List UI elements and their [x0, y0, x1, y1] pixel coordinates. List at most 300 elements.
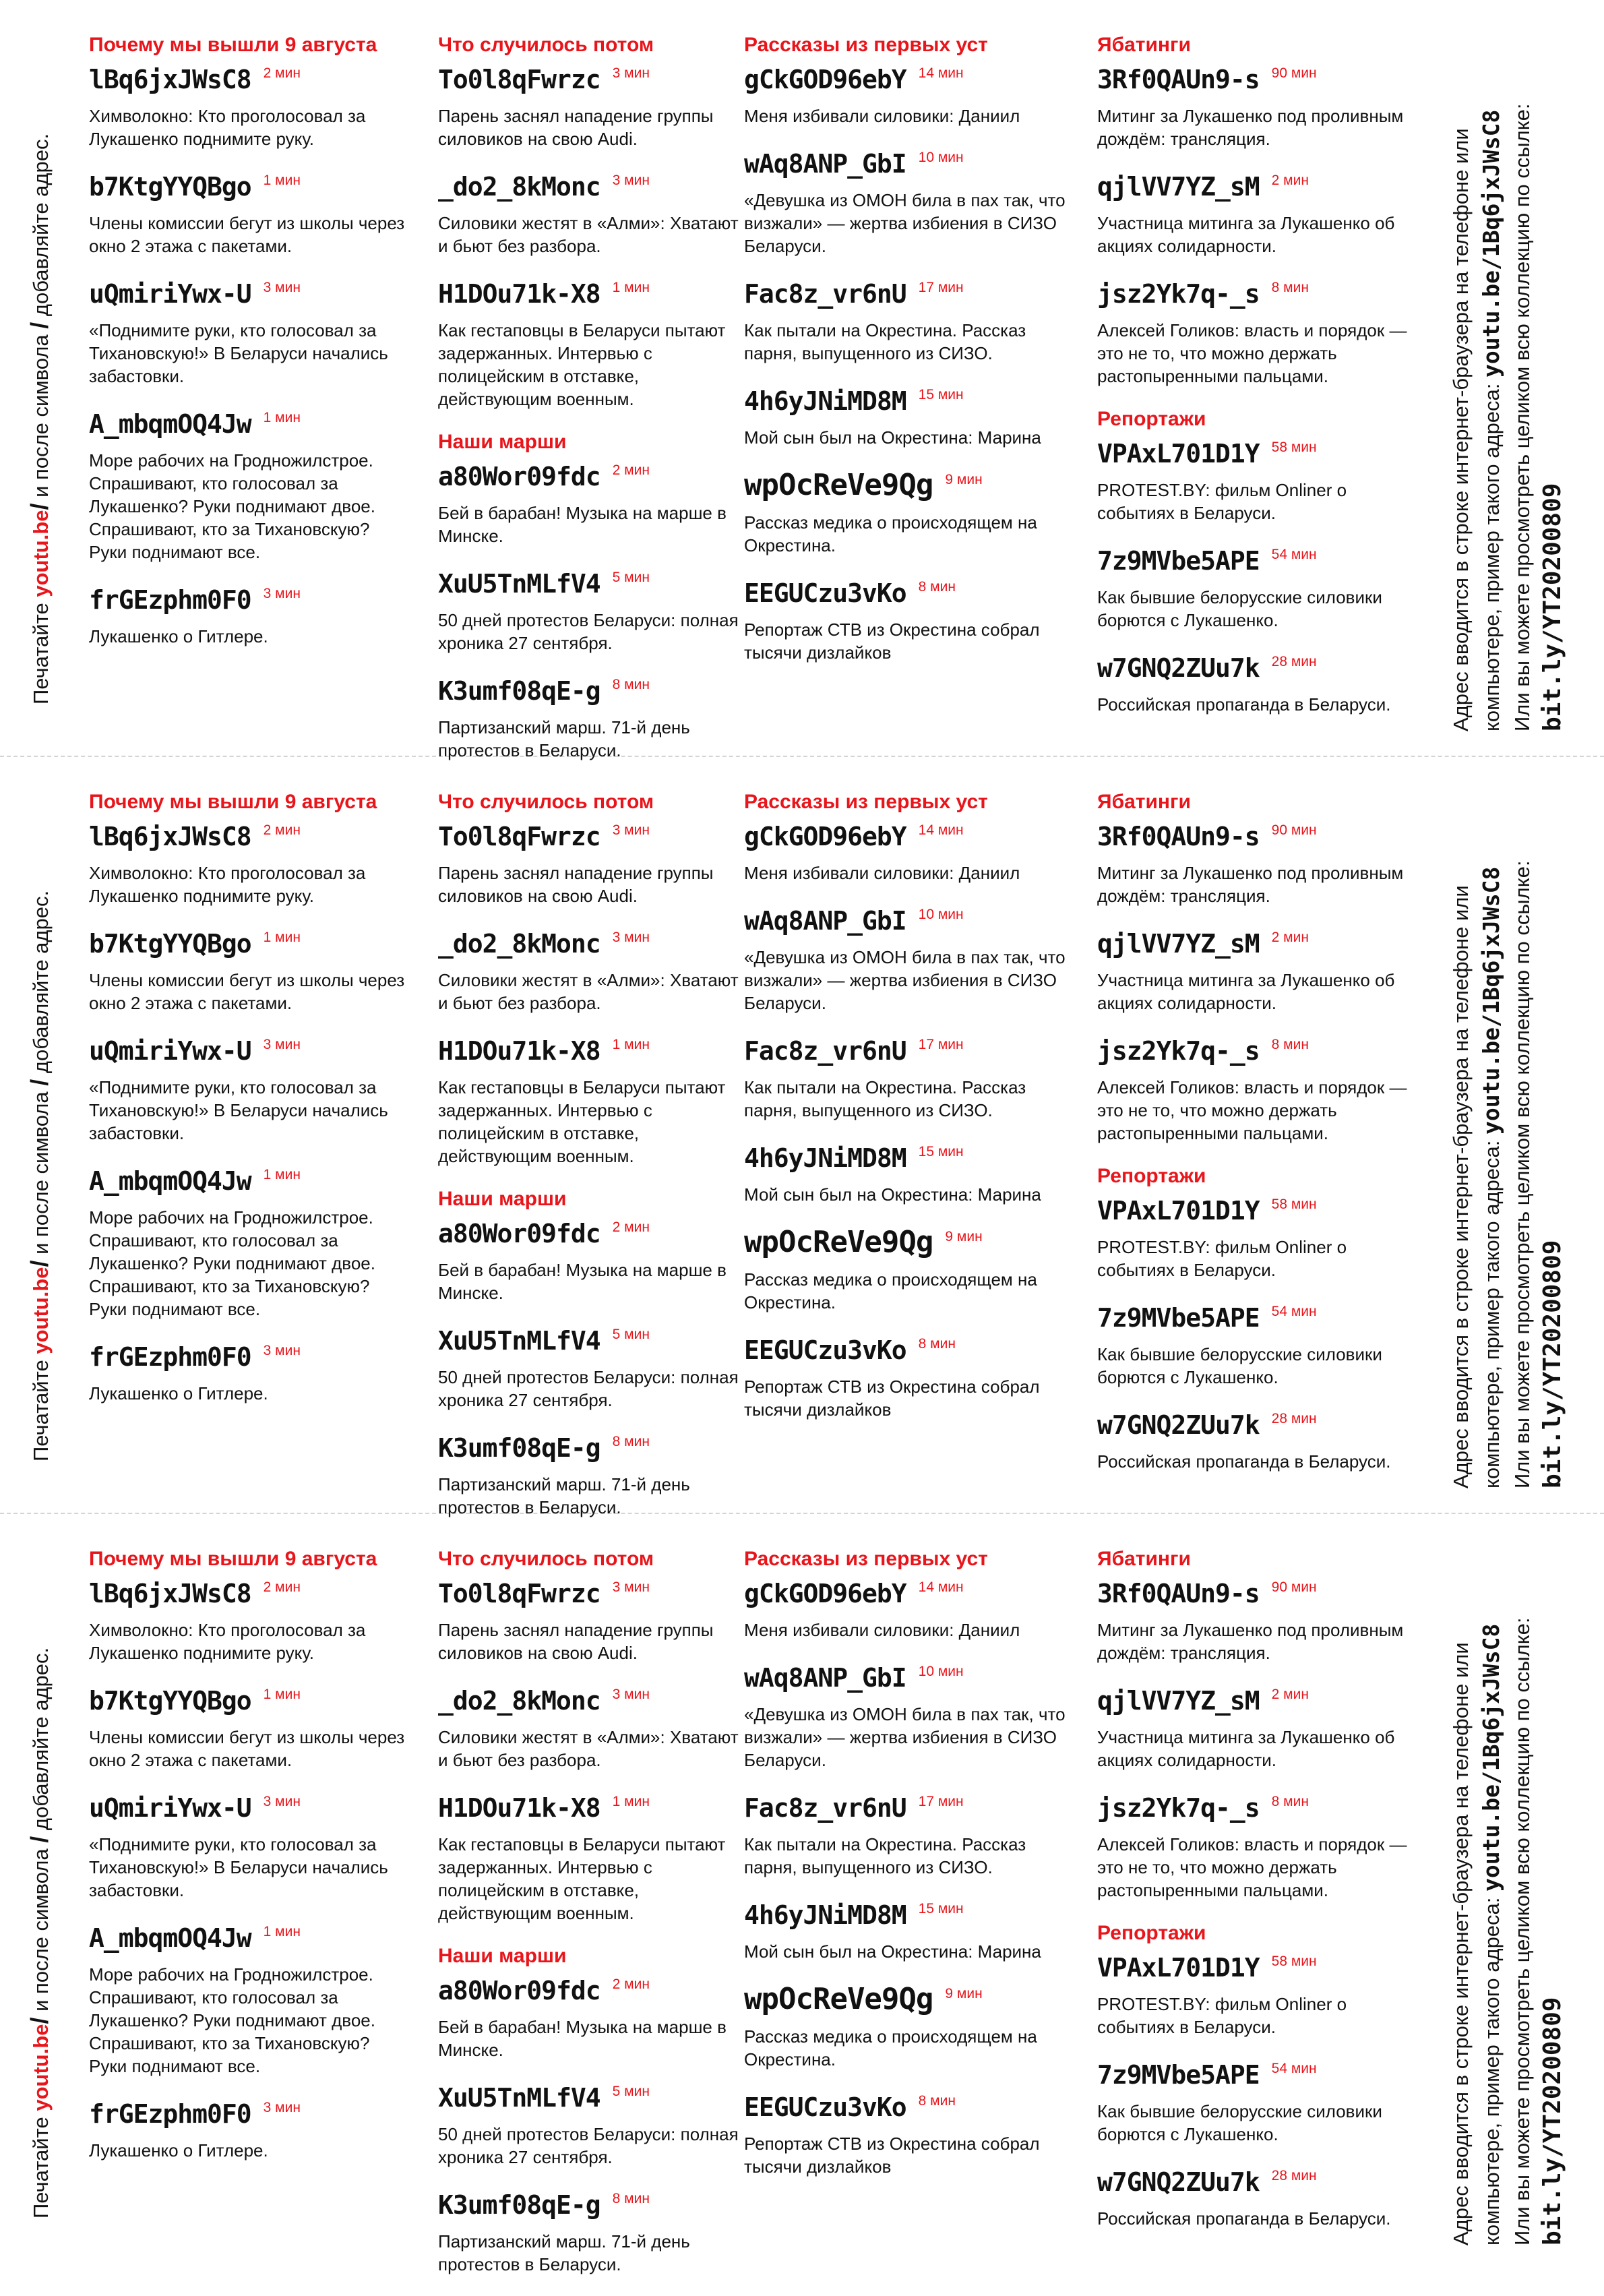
video-code: _do2_8kMonc	[438, 172, 600, 202]
video-code: 4h6yJNiMD8M	[744, 1143, 906, 1173]
video-code: b7KtgYYQBgo	[89, 929, 251, 959]
section-title: Что случилось потом	[438, 1548, 654, 1570]
video-item	[744, 1792, 1074, 1879]
video-code: Fac8z_vr6nU	[744, 1793, 906, 1823]
section-title: Репортажи	[1097, 1922, 1206, 1944]
video-item	[89, 171, 406, 258]
video-code: EEGUCzu3vKo	[744, 2092, 906, 2122]
video-item	[89, 278, 406, 388]
video-duration: 8 мин	[918, 2093, 956, 2109]
video-column	[89, 1548, 406, 2182]
video-item	[438, 1974, 741, 2061]
video-item	[438, 1685, 741, 1772]
video-description: Парень заснял нападение группы силовиков на свою Audi.	[438, 1620, 714, 1663]
section-title: Рассказы из первых уст	[744, 34, 988, 56]
video-duration: 1 мин	[263, 1687, 301, 1702]
video-item	[89, 1577, 406, 1664]
video-item	[1097, 63, 1414, 150]
video-code: wAq8ANP_GbI	[744, 149, 906, 179]
video-description: Члены комиссии бегут из школы через окно 2 этажа с пакетами.	[89, 970, 405, 1013]
video-row	[1097, 1685, 1414, 1723]
video-description: Как пытали на Окрестина. Рассказ парня, выпущенного из СИЗО.	[744, 1834, 1026, 1877]
video-row	[438, 568, 741, 606]
instruction-note	[26, 787, 54, 1461]
section-title: Рассказы из первых уст	[744, 791, 988, 813]
video-duration: 3 мин	[612, 173, 650, 188]
video-item	[438, 568, 741, 655]
video-code: A_mbqmOQ4Jw	[89, 409, 251, 439]
video-code: b7KtgYYQBgo	[89, 1686, 251, 1716]
instruction-suffix: добавляйте адрес.	[29, 1647, 53, 1836]
video-code: 4h6yJNiMD8M	[744, 386, 906, 416]
video-row	[1097, 1195, 1414, 1233]
video-code: VPAxL701D1Y	[1097, 439, 1260, 469]
video-item	[1097, 1792, 1414, 1902]
video-duration: 1 мин	[263, 173, 301, 188]
video-code: w7GNQ2ZUu7k	[1097, 653, 1260, 683]
video-column	[744, 34, 1074, 684]
slash-symbol: /	[26, 2017, 53, 2024]
video-row	[1097, 1952, 1414, 1990]
video-duration: 90 мин	[1271, 65, 1317, 81]
domain-label: youtu.be	[29, 2024, 53, 2111]
video-row	[438, 2082, 741, 2120]
video-item	[89, 928, 406, 1015]
video-duration: 2 мин	[263, 822, 301, 838]
video-code: 7z9MVbe5APE	[1097, 1303, 1260, 1333]
video-item	[438, 2082, 741, 2169]
video-duration: 90 мин	[1271, 822, 1317, 838]
video-row	[438, 1217, 741, 1256]
note-line: Адрес вводится в строке интернет-браузера на телефоне или	[1449, 128, 1473, 731]
video-item	[438, 1792, 741, 1925]
section-title: Почему мы вышли 9 августа	[89, 34, 377, 56]
video-code: a80Wor09fdc	[438, 1219, 600, 1248]
video-code: wAq8ANP_GbI	[744, 906, 906, 936]
video-item	[438, 171, 741, 258]
video-row	[89, 408, 406, 446]
video-code: 4h6yJNiMD8M	[744, 1900, 906, 1930]
video-code: A_mbqmOQ4Jw	[89, 1166, 251, 1196]
video-duration: 2 мин	[612, 462, 650, 478]
video-row	[744, 1899, 1074, 1937]
video-code: wpOcReVe9Qg	[744, 1225, 933, 1259]
video-item	[438, 63, 741, 150]
video-duration: 8 мин	[612, 2191, 650, 2206]
video-row	[744, 820, 1074, 859]
video-description: Бей в барабан! Музыка на марше в Минске.	[438, 2017, 727, 2060]
note-text: компьютере, пример такого адреса:	[1480, 1891, 1504, 2245]
video-duration: 3 мин	[612, 822, 650, 838]
video-code: K3umf08qE-g	[438, 676, 600, 706]
video-code: qjlVV7YZ_sM	[1097, 1686, 1260, 1716]
video-description: Митинг за Лукашенко под проливным дождём: трансляция.	[1097, 106, 1404, 149]
video-duration: 3 мин	[263, 1794, 301, 1809]
video-item	[744, 2091, 1074, 2178]
video-description: Митинг за Лукашенко под проливным дождём: трансляция.	[1097, 1620, 1404, 1663]
video-item	[744, 577, 1074, 664]
video-duration: 17 мин	[918, 1794, 964, 1809]
video-description: Как гестаповцы в Беларуси пытают задержанных. Интервью с полицейским в отставке, действующим военным.	[438, 1834, 726, 1923]
video-item	[1097, 1035, 1414, 1145]
video-row	[744, 1983, 1074, 2022]
slash-symbol: /	[26, 322, 53, 329]
video-item	[1097, 1302, 1414, 1389]
video-code: a80Wor09fdc	[438, 462, 600, 491]
address-note	[1446, 30, 1567, 731]
video-item	[438, 1035, 741, 1168]
video-row	[438, 2189, 741, 2227]
video-item	[1097, 1685, 1414, 1772]
video-row	[744, 1334, 1074, 1372]
video-item	[1097, 928, 1414, 1015]
video-item	[744, 1334, 1074, 1421]
video-item	[89, 1341, 406, 1405]
video-row	[89, 1577, 406, 1616]
video-description: «Поднимите руки, кто голосовал за Тихановскую!» В Беларуси начались забастовки.	[89, 1834, 388, 1900]
video-row	[744, 1035, 1074, 1073]
video-item	[438, 1432, 741, 1519]
video-item	[744, 1142, 1074, 1206]
video-code: VPAxL701D1Y	[1097, 1953, 1260, 1983]
video-item	[1097, 1195, 1414, 1281]
video-duration: 8 мин	[612, 677, 650, 692]
video-item	[1097, 2166, 1414, 2230]
video-code: qjlVV7YZ_sM	[1097, 172, 1260, 202]
video-code: lBq6jxJWsC8	[89, 65, 251, 94]
video-row	[438, 675, 741, 713]
video-duration: 10 мин	[918, 1664, 964, 1679]
video-duration: 3 мин	[263, 1343, 301, 1358]
video-description: Как пытали на Окрестина. Рассказ парня, выпущенного из СИЗО.	[744, 1077, 1026, 1120]
video-description: «Девушка из ОМОН била в пах так, что визжали» — жертва избиения в СИЗО Беларуси.	[744, 190, 1066, 256]
video-code: _do2_8kMonc	[438, 1686, 600, 1716]
video-row	[438, 1685, 741, 1723]
video-description: Митинг за Лукашенко под проливным дождём: трансляция.	[1097, 863, 1404, 906]
video-row	[438, 1974, 741, 2013]
video-row	[89, 278, 406, 316]
video-description: Море рабочих на Гродножилстрое. Спрашивают, кто голосовал за Лукашенко? Руки поднимают двое. Спрашивают, кто за Тихановскую? Руки поднимают все.	[89, 1964, 375, 2076]
video-duration: 14 мин	[918, 65, 964, 81]
note-line: Или вы можете просмотреть целиком всю коллекцию по ссылке:	[1510, 1617, 1534, 2245]
video-description: Как бывшие белорусские силовики борются с Лукашенко.	[1097, 1344, 1382, 1387]
example-url: youtu.be/1Bq6jxJWsC8	[1478, 109, 1504, 377]
video-code: a80Wor09fdc	[438, 1976, 600, 2005]
video-item	[1097, 652, 1414, 716]
note-line	[1476, 787, 1507, 1488]
note-line: Или вы можете просмотреть целиком всю коллекцию по ссылке:	[1510, 860, 1534, 1488]
video-duration: 8 мин	[1271, 280, 1309, 295]
video-code: _do2_8kMonc	[438, 929, 600, 959]
video-code: 7z9MVbe5APE	[1097, 546, 1260, 576]
video-row	[1097, 171, 1414, 209]
video-row	[438, 171, 741, 209]
video-code: To0l8qFwrzc	[438, 1579, 600, 1608]
video-item	[744, 1899, 1074, 1963]
video-duration: 2 мин	[1271, 173, 1309, 188]
video-item	[1097, 1952, 1414, 2038]
note-line	[1476, 1544, 1507, 2245]
video-row	[1097, 2166, 1414, 2204]
video-code: VPAxL701D1Y	[1097, 1196, 1260, 1226]
video-description: Партизанский марш. 71-й день протестов в Беларуси.	[438, 1474, 690, 1517]
collection-url: bit.ly/YT20200809	[1539, 1997, 1566, 2245]
video-code: frGEzphm0F0	[89, 585, 251, 615]
video-description: Силовики жестят в «Алми»: Хватают и бьют без разбора.	[438, 213, 739, 256]
note-text: компьютере, пример такого адреса:	[1480, 1134, 1504, 1488]
video-duration: 54 мин	[1271, 2061, 1317, 2076]
video-description: «Девушка из ОМОН била в пах так, что визжали» — жертва избиения в СИЗО Беларуси.	[744, 1704, 1066, 1770]
video-description: Бей в барабан! Музыка на марше в Минске.	[438, 503, 727, 546]
note-line	[1476, 30, 1507, 731]
example-url: youtu.be/1Bq6jxJWsC8	[1478, 1623, 1504, 1892]
video-description: Мой сын был на Окрестина: Марина	[744, 1184, 1041, 1205]
video-column	[89, 34, 406, 668]
video-description: Участница митинга за Лукашенко об акциях солидарности.	[1097, 213, 1395, 256]
video-duration: 90 мин	[1271, 1579, 1317, 1595]
video-item	[1097, 278, 1414, 388]
video-row	[1097, 1302, 1414, 1340]
video-description: «Поднимите руки, кто голосовал за Тихановскую!» В Беларуси начались забастовки.	[89, 1077, 388, 1143]
video-row	[744, 1792, 1074, 1830]
video-row	[438, 1577, 741, 1616]
video-item	[438, 1325, 741, 1412]
video-item	[89, 63, 406, 150]
video-code: To0l8qFwrzc	[438, 65, 600, 94]
video-description: Море рабочих на Гродножилстрое. Спрашивают, кто голосовал за Лукашенко? Руки поднимают двое. Спрашивают, кто за Тихановскую? Руки поднимают все.	[89, 1207, 375, 1319]
video-description: Алексей Голиков: власть и порядок — это не то, что можно держать растопыренными пальцами.	[1097, 1834, 1407, 1900]
video-item	[438, 1217, 741, 1304]
video-code: frGEzphm0F0	[89, 1342, 251, 1372]
video-column	[1097, 34, 1414, 736]
section-title: Наши марши	[438, 1188, 567, 1210]
video-column	[438, 34, 741, 782]
video-duration: 17 мин	[918, 280, 964, 295]
video-code: wpOcReVe9Qg	[744, 1982, 933, 2016]
video-duration: 14 мин	[918, 1579, 964, 1595]
video-row	[89, 1792, 406, 1830]
video-duration: 3 мин	[612, 65, 650, 81]
video-description: Меня избивали силовики: Даниил	[744, 863, 1020, 883]
video-description: Российская пропаганда в Беларуси.	[1097, 1451, 1391, 1472]
video-code: wAq8ANP_GbI	[744, 1663, 906, 1693]
instruction-note	[26, 30, 54, 704]
video-code: Fac8z_vr6nU	[744, 1036, 906, 1066]
video-duration: 15 мин	[918, 387, 964, 402]
video-row	[89, 1035, 406, 1073]
video-row	[89, 1341, 406, 1379]
video-description: PROTEST.BY: фильм Onliner о событиях в Беларуси.	[1097, 1237, 1347, 1280]
video-code: gCkGOD96ebY	[744, 65, 906, 94]
section-title: Рассказы из первых уст	[744, 1548, 988, 1570]
video-code: To0l8qFwrzc	[438, 822, 600, 851]
video-duration: 1 мин	[263, 1167, 301, 1182]
video-row	[438, 278, 741, 316]
video-item	[438, 460, 741, 547]
video-duration: 28 мин	[1271, 2168, 1317, 2183]
video-description: Репортаж СТВ из Окрестина собрал тысячи дизлайков	[744, 620, 1040, 663]
video-description: Репортаж СТВ из Окрестина собрал тысячи дизлайков	[744, 1377, 1040, 1420]
video-code: 3Rf0QAUn9-s	[1097, 65, 1260, 94]
video-duration: 5 мин	[612, 570, 650, 585]
video-description: 50 дней протестов Беларуси: полная хроника 27 сентября.	[438, 610, 739, 653]
video-description: Участница митинга за Лукашенко об акциях солидарности.	[1097, 1727, 1395, 1770]
video-row	[1097, 652, 1414, 690]
video-row	[1097, 437, 1414, 476]
video-description: Партизанский марш. 71-й день протестов в Беларуси.	[438, 2231, 690, 2274]
video-item	[1097, 2059, 1414, 2146]
video-item	[1097, 820, 1414, 907]
video-duration: 5 мин	[612, 1327, 650, 1342]
video-row	[438, 1325, 741, 1363]
video-duration: 3 мин	[612, 1687, 650, 1702]
video-item	[89, 1922, 406, 2078]
video-row	[89, 63, 406, 102]
video-description: 50 дней протестов Беларуси: полная хроника 27 сентября.	[438, 2124, 739, 2167]
slash-symbol: /	[26, 1836, 53, 1843]
video-code: w7GNQ2ZUu7k	[1097, 2167, 1260, 2197]
video-code: gCkGOD96ebY	[744, 1579, 906, 1608]
video-duration: 58 мин	[1271, 1197, 1317, 1212]
video-description: «Девушка из ОМОН била в пах так, что визжали» — жертва избиения в СИЗО Беларуси.	[744, 947, 1066, 1013]
video-description: Море рабочих на Гродножилстрое. Спрашивают, кто голосовал за Лукашенко? Руки поднимают двое. Спрашивают, кто за Тихановскую? Руки поднимают все.	[89, 450, 375, 562]
video-row	[89, 584, 406, 622]
video-description: Рассказ медика о происходящем на Окрестина.	[744, 1269, 1037, 1312]
video-duration: 2 мин	[612, 1219, 650, 1235]
video-row	[89, 928, 406, 966]
video-item	[744, 1983, 1074, 2071]
video-description: Химволокно: Кто проголосовал за Лукашенко поднимите руку.	[89, 1620, 366, 1663]
video-row	[1097, 928, 1414, 966]
video-description: Мой сын был на Окрестина: Марина	[744, 1941, 1041, 1962]
video-row	[1097, 545, 1414, 583]
note-text: компьютере, пример такого адреса:	[1480, 377, 1504, 731]
instruction-middle: и после символа	[29, 1842, 53, 2018]
video-description: PROTEST.BY: фильм Onliner о событиях в Беларуси.	[1097, 480, 1347, 523]
video-description: PROTEST.BY: фильм Onliner о событиях в Беларуси.	[1097, 1994, 1347, 2037]
video-duration: 28 мин	[1271, 1411, 1317, 1426]
video-item	[744, 905, 1074, 1015]
video-item	[744, 1577, 1074, 1641]
instruction-prefix: Печатайте	[29, 2111, 53, 2218]
video-column	[744, 791, 1074, 1441]
video-row	[744, 278, 1074, 316]
video-row	[744, 385, 1074, 423]
video-code: jsz2Yk7q-_s	[1097, 1793, 1260, 1823]
video-duration: 2 мин	[1271, 1687, 1309, 1702]
video-row	[744, 1662, 1074, 1700]
video-description: Как гестаповцы в Беларуси пытают задержанных. Интервью с полицейским в отставке, действующим военным.	[438, 320, 726, 409]
video-code: EEGUCzu3vKo	[744, 578, 906, 608]
video-duration: 58 мин	[1271, 440, 1317, 455]
video-duration: 10 мин	[918, 907, 964, 922]
video-row	[1097, 1409, 1414, 1447]
video-column	[89, 791, 406, 1425]
video-description: Силовики жестят в «Алми»: Хватают и бьют без разбора.	[438, 970, 739, 1013]
video-code: H1DOu71k-X8	[438, 279, 600, 309]
video-duration: 3 мин	[612, 1579, 650, 1595]
video-duration: 2 мин	[263, 65, 301, 81]
video-description: Члены комиссии бегут из школы через окно 2 этажа с пакетами.	[89, 1727, 405, 1770]
video-description: Силовики жестят в «Алми»: Хватают и бьют без разбора.	[438, 1727, 739, 1770]
slash-symbol: /	[26, 503, 53, 510]
video-duration: 54 мин	[1271, 547, 1317, 562]
video-code: H1DOu71k-X8	[438, 1793, 600, 1823]
video-description: 50 дней протестов Беларуси: полная хроника 27 сентября.	[438, 1367, 739, 1410]
video-description: Парень заснял нападение группы силовиков на свою Audi.	[438, 106, 714, 149]
video-duration: 1 мин	[612, 280, 650, 295]
video-row	[744, 905, 1074, 943]
video-column	[1097, 791, 1414, 1493]
video-duration: 3 мин	[263, 280, 301, 295]
video-code: uQmiriYwx-U	[89, 1793, 251, 1823]
video-row	[744, 2091, 1074, 2129]
video-code: K3umf08qE-g	[438, 1433, 600, 1463]
video-duration: 15 мин	[918, 1144, 964, 1159]
video-item	[1097, 171, 1414, 258]
video-duration: 15 мин	[918, 1901, 964, 1916]
domain-label: youtu.be	[29, 510, 53, 597]
video-row	[1097, 278, 1414, 316]
collection-url: bit.ly/YT20200809	[1539, 483, 1566, 731]
video-item	[744, 148, 1074, 258]
video-duration: 2 мин	[263, 1579, 301, 1595]
video-description: Лукашенко о Гитлере.	[89, 626, 268, 646]
video-row	[744, 469, 1074, 508]
video-item	[1097, 1409, 1414, 1473]
video-description: Как гестаповцы в Беларуси пытают задержанных. Интервью с полицейским в отставке, действующим военным.	[438, 1077, 726, 1166]
video-row	[1097, 63, 1414, 102]
section-title: Ябатинги	[1097, 1548, 1191, 1570]
video-row	[744, 1142, 1074, 1180]
video-code: K3umf08qE-g	[438, 2190, 600, 2220]
video-duration: 14 мин	[918, 822, 964, 838]
video-column	[744, 1548, 1074, 2198]
video-code: lBq6jxJWsC8	[89, 1579, 251, 1608]
video-code: jsz2Yk7q-_s	[1097, 279, 1260, 309]
video-row	[89, 1922, 406, 1960]
video-row	[438, 460, 741, 499]
video-code: 3Rf0QAUn9-s	[1097, 1579, 1260, 1608]
video-description: Российская пропаганда в Беларуси.	[1097, 2208, 1391, 2229]
video-item	[89, 584, 406, 648]
video-description: Партизанский марш. 71-й день протестов в Беларуси.	[438, 717, 690, 760]
video-column	[1097, 1548, 1414, 2250]
video-duration: 8 мин	[918, 579, 956, 595]
flyer-strip	[0, 0, 1604, 760]
video-code: b7KtgYYQBgo	[89, 172, 251, 202]
video-description: Рассказ медика о происходящем на Окрестина.	[744, 512, 1037, 555]
instruction-middle: и после символа	[29, 1085, 53, 1261]
video-description: Меня избивали силовики: Даниил	[744, 106, 1020, 126]
instruction-middle: и после символа	[29, 328, 53, 504]
video-duration: 3 мин	[263, 1037, 301, 1052]
video-description: Российская пропаганда в Беларуси.	[1097, 694, 1391, 715]
video-duration: 2 мин	[612, 1976, 650, 1992]
collection-url: bit.ly/YT20200809	[1539, 1240, 1566, 1488]
video-row	[744, 577, 1074, 615]
domain-label: youtu.be	[29, 1267, 53, 1354]
section-title: Что случилось потом	[438, 34, 654, 56]
section-title: Ябатинги	[1097, 791, 1191, 813]
instruction-prefix: Печатайте	[29, 597, 53, 704]
note-line: Адрес вводится в строке интернет-браузера на телефоне или	[1449, 1642, 1473, 2245]
video-row	[438, 820, 741, 859]
video-item	[744, 63, 1074, 127]
video-description: Бей в барабан! Музыка на марше в Минске.	[438, 1260, 727, 1303]
video-row	[744, 148, 1074, 186]
video-duration: 1 мин	[263, 930, 301, 945]
